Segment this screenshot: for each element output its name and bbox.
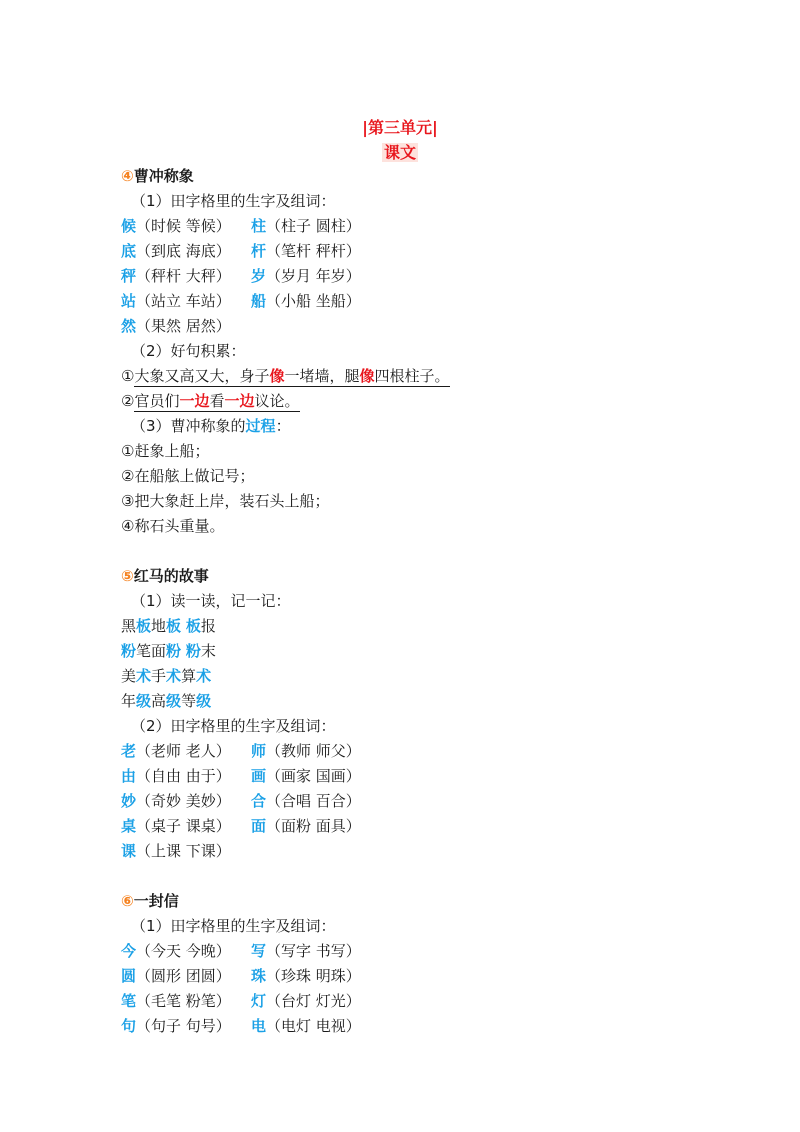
lesson4-number: ④ <box>121 167 134 185</box>
lesson5-word-row-5 <box>121 839 231 864</box>
sentence-number: ① <box>121 367 135 385</box>
char: 站 <box>121 292 137 310</box>
lesson6-word-row-3 <box>121 989 361 1014</box>
word-group: （合唱 百合） <box>266 792 361 810</box>
read-row-4 <box>121 689 211 714</box>
key-char: 粉 <box>121 642 137 660</box>
char: 候 <box>121 217 137 235</box>
lesson4-word-row-5 <box>121 314 231 339</box>
char: 课 <box>121 842 137 860</box>
lesson6-word-row-2 <box>121 964 361 989</box>
good-sentence-2 <box>121 389 300 414</box>
section-title-text: 课文 <box>383 143 416 162</box>
lesson4-word-row-2 <box>121 239 361 264</box>
read-row-1 <box>121 614 216 639</box>
word-group: （教师 师父） <box>266 742 361 760</box>
process-step: ①赶象上船； <box>121 442 210 460</box>
char: 妙 <box>121 792 137 810</box>
sentence-text: 一堵墙，腿 <box>284 367 360 385</box>
word-group: （小船 坐船） <box>266 292 361 310</box>
word-group: （画家 国画） <box>266 767 361 785</box>
char: 画 <box>251 767 267 785</box>
lesson4-part1-label: （1）田字格里的生字及组词： <box>131 192 336 210</box>
char: 师 <box>251 742 267 760</box>
char: 底 <box>121 242 137 260</box>
text: 算 <box>181 667 197 685</box>
process-step: ③把大象赶上岸，装石头上船； <box>121 492 330 510</box>
text: 报 <box>200 617 216 635</box>
key-char: 级 <box>136 692 152 710</box>
char: 珠 <box>251 967 267 985</box>
word-group: （奇妙 美妙） <box>136 792 231 810</box>
section-title <box>0 143 800 163</box>
key-char: 粉 <box>185 642 201 660</box>
word-group: （时候 等候） <box>136 217 231 235</box>
word-group: （句子 句号） <box>136 1017 231 1035</box>
key-char: 术 <box>136 667 152 685</box>
word-group: （上课 下课） <box>136 842 231 860</box>
sentence-number: ② <box>121 392 135 410</box>
lesson4-word-row-3 <box>121 264 361 289</box>
key-char: 板 <box>166 617 182 635</box>
highlight-word: 一边 <box>224 392 255 410</box>
text: 年 <box>121 692 137 710</box>
char: 合 <box>251 792 267 810</box>
lesson5-word-row-3 <box>121 789 361 814</box>
lesson5-word-row-4 <box>121 814 361 839</box>
key-char: 级 <box>196 692 212 710</box>
char: 岁 <box>251 267 267 285</box>
text: 等 <box>181 692 197 710</box>
good-sentence-1 <box>121 364 450 389</box>
word-group: （今天 今晚） <box>136 942 231 960</box>
char: 电 <box>251 1017 267 1035</box>
char: 圆 <box>121 967 137 985</box>
word-group: （桌子 课桌） <box>136 817 231 835</box>
word-group: （站立 车站） <box>136 292 231 310</box>
word-group: （写字 书写） <box>266 942 361 960</box>
lesson4-part3-label <box>121 414 291 439</box>
lesson5-part1-label: （1）读一读，记一记： <box>131 592 291 610</box>
read-row-2 <box>121 639 216 664</box>
word-group: （岁月 年岁） <box>266 267 361 285</box>
highlight-word: 像 <box>359 367 375 385</box>
lesson4-word-row-4 <box>121 289 361 314</box>
text: 末 <box>200 642 216 660</box>
word-group: （自由 由于） <box>136 767 231 785</box>
char: 柱 <box>251 217 267 235</box>
key-char: 级 <box>166 692 182 710</box>
lesson5-word-row-2 <box>121 764 361 789</box>
sentence-text: 议论。 <box>254 392 300 410</box>
word-group: （果然 居然） <box>136 317 231 335</box>
lesson6-word-row-4 <box>121 1014 361 1039</box>
text: 黑 <box>121 617 137 635</box>
text: 高 <box>151 692 167 710</box>
char: 写 <box>251 942 267 960</box>
label-text: （3）曹冲称象的 <box>131 417 246 435</box>
key-char: 板 <box>136 617 152 635</box>
highlight-word: 一边 <box>179 392 210 410</box>
lesson6-part1-label: （1）田字格里的生字及组词： <box>131 917 336 935</box>
label-highlight: 过程 <box>245 417 276 435</box>
lesson4-word-row-1 <box>121 214 361 239</box>
char: 秤 <box>121 267 137 285</box>
char: 句 <box>121 1017 137 1035</box>
char: 笔 <box>121 992 137 1010</box>
text: 笔面 <box>136 642 167 660</box>
char: 然 <box>121 317 137 335</box>
sentence-text: 大象又高又大，身子 <box>134 367 270 385</box>
char: 灯 <box>251 992 267 1010</box>
char: 船 <box>251 292 267 310</box>
char: 面 <box>251 817 267 835</box>
word-group: （秤杆 大秤） <box>136 267 231 285</box>
highlight-word: 像 <box>269 367 285 385</box>
lesson5-heading <box>121 564 209 589</box>
key-char: 术 <box>196 667 212 685</box>
word-group: （面粉 面具） <box>266 817 361 835</box>
word-group: （到底 海底） <box>136 242 231 260</box>
lesson6-heading <box>121 889 179 914</box>
word-group: （圆形 团圆） <box>136 967 231 985</box>
label-colon: ： <box>275 417 291 435</box>
lesson4-part2-label: （2）好句积累： <box>131 342 246 360</box>
word-group: （老师 老人） <box>136 742 231 760</box>
key-char: 术 <box>166 667 182 685</box>
text: 地 <box>151 617 167 635</box>
word-group: （电灯 电视） <box>266 1017 361 1035</box>
word-group: （珍珠 明珠） <box>266 967 361 985</box>
key-char: 板 <box>185 617 201 635</box>
unit-title: |第三单元| <box>362 118 438 137</box>
word-group: （毛笔 粉笔） <box>136 992 231 1010</box>
process-step: ④称石头重量。 <box>121 517 225 535</box>
char: 杆 <box>251 242 267 260</box>
read-row-3 <box>121 664 211 689</box>
char: 由 <box>121 767 137 785</box>
lesson4-heading <box>121 164 194 189</box>
lesson5-title: 红马的故事 <box>133 567 209 585</box>
lesson6-word-row-1 <box>121 939 361 964</box>
char: 桌 <box>121 817 137 835</box>
word-group: （台灯 灯光） <box>266 992 361 1010</box>
sentence-text: 看 <box>209 392 225 410</box>
sentence-text: 四根柱子。 <box>374 367 450 385</box>
lesson5-word-row-1 <box>121 739 361 764</box>
lesson5-number: ⑤ <box>121 567 134 585</box>
sentence-text: 官员们 <box>134 392 180 410</box>
char: 今 <box>121 942 137 960</box>
lesson4-title: 曹冲称象 <box>133 167 194 185</box>
text: 美 <box>121 667 137 685</box>
text: 手 <box>151 667 167 685</box>
lesson6-title: 一封信 <box>133 892 179 910</box>
lesson5-part2-label: （2）田字格里的生字及组词： <box>131 717 336 735</box>
process-step: ②在船舷上做记号； <box>121 467 255 485</box>
lesson6-number: ⑥ <box>121 892 134 910</box>
word-group: （笔杆 秤杆） <box>266 242 361 260</box>
word-group: （柱子 圆柱） <box>266 217 361 235</box>
char: 老 <box>121 742 137 760</box>
key-char: 粉 <box>166 642 182 660</box>
